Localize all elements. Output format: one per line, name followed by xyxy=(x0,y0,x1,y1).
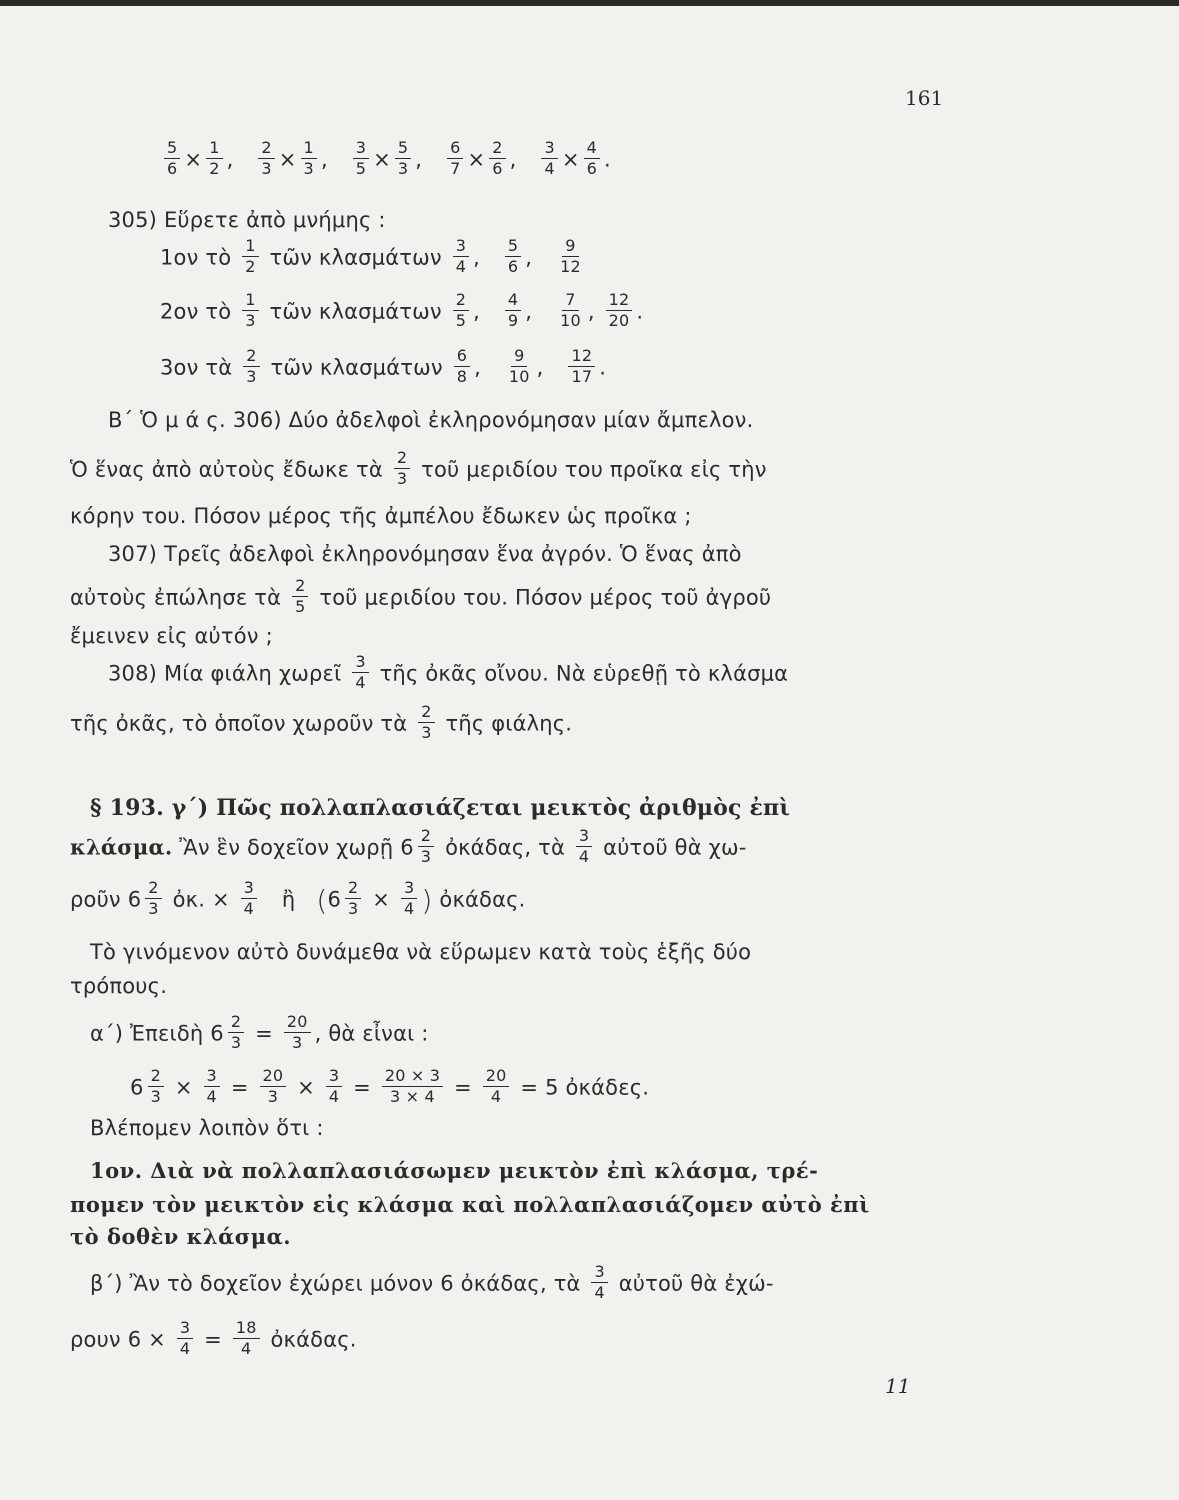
exercise-307-line-2: αὐτοὺς ἐπώλησε τὰ $\frac{2}{5}$ τοῦ μεριδίου του. Πόσον μέρος τοῦ ἀγροῦ xyxy=(70,576,772,616)
fraction: $\frac{6}{7}$ xyxy=(447,140,463,177)
equation-line: 6 $\frac{2}{3}$ × $\frac{3}{4}$ = $\frac{20}{3}$ × $\frac{3}{4}$ = $\frac{20 \times 3}{3 \times 4}$ = $\frac{20}{4}$ = 5 ὀκάδες. xyxy=(130,1066,650,1106)
section-193-line-2: κλάσμα. Ἂν ἓν δοχεῖον χωρῇ 6 $\frac{2}{3}$ ὀκάδας, τὰ $\frac{3}{4}$ αὐτοῦ θὰ χω- xyxy=(70,826,747,866)
conclusion-intro: Βλέπομεν λοιπὸν ὅτι : xyxy=(90,1116,324,1140)
fraction: $\frac{2}{3}$ xyxy=(258,140,274,177)
scan-edge xyxy=(0,0,1179,6)
exercise-306-line-1: Β΄ Ὁ μ ά ς. 306) Δύο ἀδελφοὶ ἐκληρονόμησαν μίαν ἄμπελον. xyxy=(108,408,754,432)
section-193-line-3: ροῦν 6 $\frac{2}{3}$ ὀκ. × $\frac{3}{4}$ ἢ (6 $\frac{2}{3}$ × $\frac{3}{4}$ ) ὀκάδας. xyxy=(70,878,526,918)
fraction: $\frac{5}{3}$ xyxy=(395,140,411,177)
exercise-306-line-3: κόρην του. Πόσον μέρος τῆς ἀμπέλου ἔδωκεν ὡς προῖκα ; xyxy=(70,504,692,528)
fraction: $\frac{3}{5}$ xyxy=(353,140,369,177)
exercise-307-line-3: ἔμεινεν εἰς αὐτόν ; xyxy=(70,624,273,648)
footer-signature-number: 11 xyxy=(885,1374,911,1398)
fraction: $\frac{2}{6}$ xyxy=(489,140,505,177)
fraction: $\frac{5}{6}$ xyxy=(164,140,180,177)
exercise-306-line-2: Ὁ ἕνας ἀπὸ αὐτοὺς ἔδωκε τὰ $\frac{2}{3}$ τοῦ μεριδίου του προῖκα εἰς τὴν xyxy=(70,448,767,488)
rule-line-2: πομεν τὸν μεικτὸν εἰς κλάσμα καὶ πολλαπλασιάζομεν αὐτὸ ἐπὶ xyxy=(70,1192,870,1217)
fraction: $\frac{1}{2}$ xyxy=(206,140,222,177)
fraction: $\frac{1}{3}$ xyxy=(301,140,317,177)
case-a-line: α΄) Ἐπειδὴ 6 $\frac{2}{3}$ = $\frac{20}{3}$ , θὰ εἶναι : xyxy=(90,1012,429,1052)
case-b-line-2: ρουν 6 × $\frac{3}{4}$ = $\frac{18}{4}$ ὀκάδας. xyxy=(70,1318,357,1358)
rule-line-1: 1ον. Διὰ νὰ πολλαπλασιάσωμεν μεικτὸν ἐπὶ κλάσμα, τρέ- xyxy=(90,1158,819,1183)
section-193-line-4: Τὸ γινόμενον αὐτὸ δυνάμεθα νὰ εὕρωμεν κατὰ τοὺς ἑξῆς δύο xyxy=(90,940,752,964)
exercise-305-item-2: 2ον τὸ $\frac{1}{3}$ τῶν κλασμάτων $\frac{2}{5}$ , $\frac{4}{9}$ , $\frac{7}{10}$ , $\frac{12}{20}$ . xyxy=(160,290,644,330)
exercise-305-header: 305) Εὕρετε ἀπὸ μνήμης : xyxy=(108,208,386,232)
exercise-305-item-1: 1ον τὸ $\frac{1}{2}$ τῶν κλασμάτων $\frac{3}{4}$ , $\frac{5}{6}$ , $\frac{9}{12}$ xyxy=(160,236,581,276)
rule-line-3: τὸ δοθὲν κλάσμα. xyxy=(70,1224,292,1249)
exercise-305-item-3: 3ον τὰ $\frac{2}{3}$ τῶν κλασμάτων $\frac{6}{8}$ , $\frac{9}{10}$ , $\frac{12}{17}$ . xyxy=(160,346,607,386)
section-193-title: § 193. γ΄) Πῶς πολλαπλασιάζεται μεικτὸς ἀριθμὸς ἐπὶ xyxy=(90,795,791,821)
fraction: $\frac{3}{4}$ xyxy=(541,140,557,177)
case-b-line-1: β΄) Ἂν τὸ δοχεῖον ἐχώρει μόνον 6 ὀκάδας, τὰ $\frac{3}{4}$ αὐτοῦ θὰ ἐχώ- xyxy=(90,1262,774,1302)
page-number: 161 xyxy=(905,86,944,110)
fraction: $\frac{4}{6}$ xyxy=(584,140,600,177)
exercise-308-line-2: τῆς ὀκᾶς, τὸ ὁποῖον χωροῦν τὰ $\frac{2}{3}$ τῆς φιάλης. xyxy=(70,702,573,742)
exercise-307-line-1: 307) Τρεῖς ἀδελφοὶ ἐκληρονόμησαν ἕνα ἀγρόν. Ὁ ἕνας ἀπὸ xyxy=(108,542,742,566)
fraction-products-row: $\frac{5}{6}$ × $\frac{1}{2}$ , $\frac{2}{3}$ × $\frac{1}{3}$ , $\frac{3}{5}$ × $\frac{5}{3}$ , $\frac{6}{7}$ × $\frac{2}{6}$ , $\frac{3}{4}$ × $\frac{4}{6}$ . xyxy=(160,142,611,179)
exercise-308-line-1: 308) Μία φιάλη χωρεῖ $\frac{3}{4}$ τῆς ὀκᾶς οἴνου. Νὰ εὑρεθῇ τὸ κλάσμα xyxy=(108,652,789,692)
section-193-line-5: τρόπους. xyxy=(70,974,168,998)
